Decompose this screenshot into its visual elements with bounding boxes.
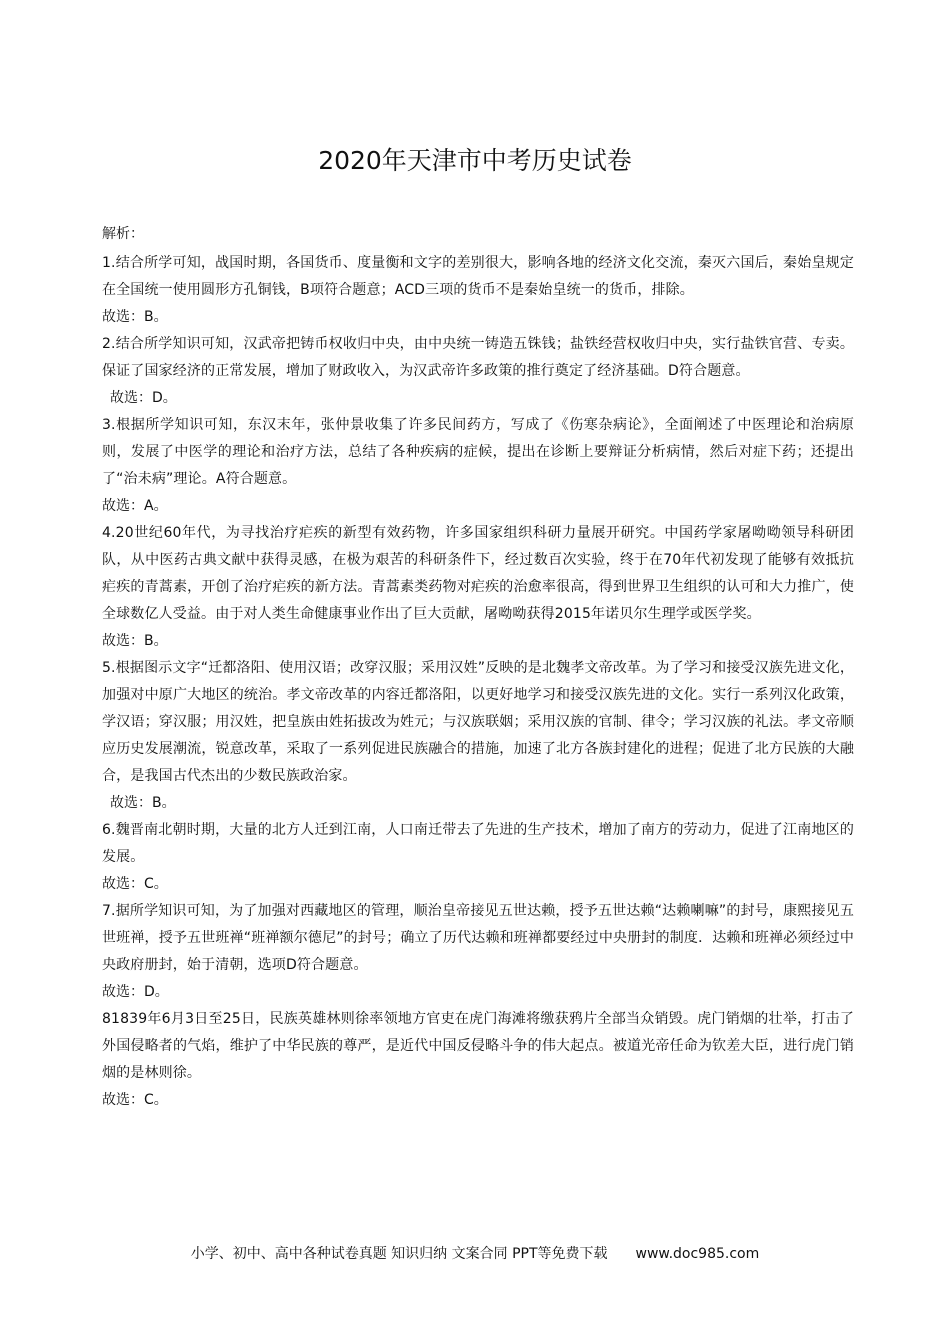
page-title: 2020年天津市中考历史试卷 [318,146,632,175]
item-8-text: 81839年6月3日至25日，民族英雄林则徐率领地方官吏在虎门海滩将缴获鸦片全部当众销毁。虎门销烟的壮举，打击了外国侵略者的气焰，维护了中华民族的尊严，是近代中国反侵略斗争的伟大起点。被道光帝任命为钦差大臣，进行虎门销烟的是林则徐。 [102,1011,854,1081]
analysis-label: 解析： [102,226,144,242]
item-2-text: 2.结合所学知识可知，汉武帝把铸币权收归中央，由中央统一铸造五铢钱；盐铁经营权收归中央，实行盐铁官营、专卖。保证了国家经济的正常发展，增加了财政收入，为汉武帝许多政策的推行奠定了经济基础。D符合题意。 [102,336,854,379]
footer-text: 小学、初中、高中各种试卷真题 知识归纳 文案合同 PPT等免费下载 [190,1246,608,1262]
analysis-content [102,250,854,1114]
item-5-text: 5.根据图示文字“迁都洛阳、使用汉语；改穿汉服；采用汉姓”反映的是北魏孝文帝改革。为了学习和接受汉族先进文化，加强对中原广大地区的统治。孝文帝改革的内容迁都洛阳，以更好地学习和接受汉族先进的文化。实行一系列汉化政策，学汉语；穿汉服；用汉姓，把皇族由姓拓拔改为姓元；与汉族联姻；采用汉族的官制、律令；学习汉族的礼法。孝文帝顺应历史发展潮流，锐意改革，采取了一系列促进民族融合的措施，加速了北方各族封建化的进程；促进了北方民族的大融合，是我国古代杰出的少数民族政治家。 [102,660,854,784]
item-7-text: 7.据所学知识可知，为了加强对西藏地区的管理，顺治皇帝接见五世达赖，授予五世达赖“达赖喇嘛”的封号，康熙接见五世班禅，授予五世班禅“班禅额尔德尼”的封号；确立了历代达赖和班禅都要经过中央册封的制度．达赖和班禅必须经过中央政府册封，始于清朝，选项D符合题意。 [102,903,854,973]
item-6-answer: 故选：C。 [102,876,168,892]
item-3-text: 3.根据所学知识可知，东汉末年，张仲景收集了许多民间药方，写成了《伤寒杂病论》，全面阐述了中医理论和治病原则，发展了中医学的理论和治疗方法，总结了各种疾病的症候，提出在诊断上要辩证分析病情，然后对症下药；还提出了“治未病”理论。A符合题意。 [102,417,854,487]
footer-url: www.doc985.com [635,1246,760,1262]
item-3-answer: 故选：A。 [102,498,168,514]
item-6-text: 6.魏晋南北朝时期，大量的北方人迁到江南，人口南迁带去了先进的生产技术，增加了南方的劳动力，促进了江南地区的发展。 [102,822,854,865]
item-1-answer: 故选：B。 [102,309,168,325]
item-4-answer: 故选：B。 [102,633,168,649]
item-4-text: 4.20世纪60年代，为寻找治疗疟疾的新型有效药物，许多国家组织科研力量展开研究。中国药学家屠呦呦领导科研团队，从中医药古典文献中获得灵感，在极为艰苦的科研条件下，经过数百次实验，终于在70年代初发现了能够有效抵抗疟疾的青蒿素，开创了治疗疟疾的新方法。青蒿素类药物对疟疾的治愈率很高，得到世界卫生组织的认可和大力推广，使全球数亿人受益。由于对人类生命健康事业作出了巨大贡献，屠呦呦获得2015年诺贝尔生理学或医学奖。 [102,525,854,622]
item-1-text: 1.结合所学可知，战国时期，各国货币、度量衡和文字的差别很大，影响各地的经济文化交流，秦灭六国后，秦始皇规定在全国统一使用圆形方孔铜钱，B项符合题意；ACD三项的货币不是秦始皇统一的货币，排除。 [102,255,854,298]
item-5-answer: 故选：B。 [110,795,176,811]
item-8-answer: 故选：C。 [102,1092,168,1108]
item-2-answer: 故选：D。 [110,390,177,406]
item-7-answer: 故选：D。 [102,984,169,1000]
page-footer [0,1244,950,1264]
